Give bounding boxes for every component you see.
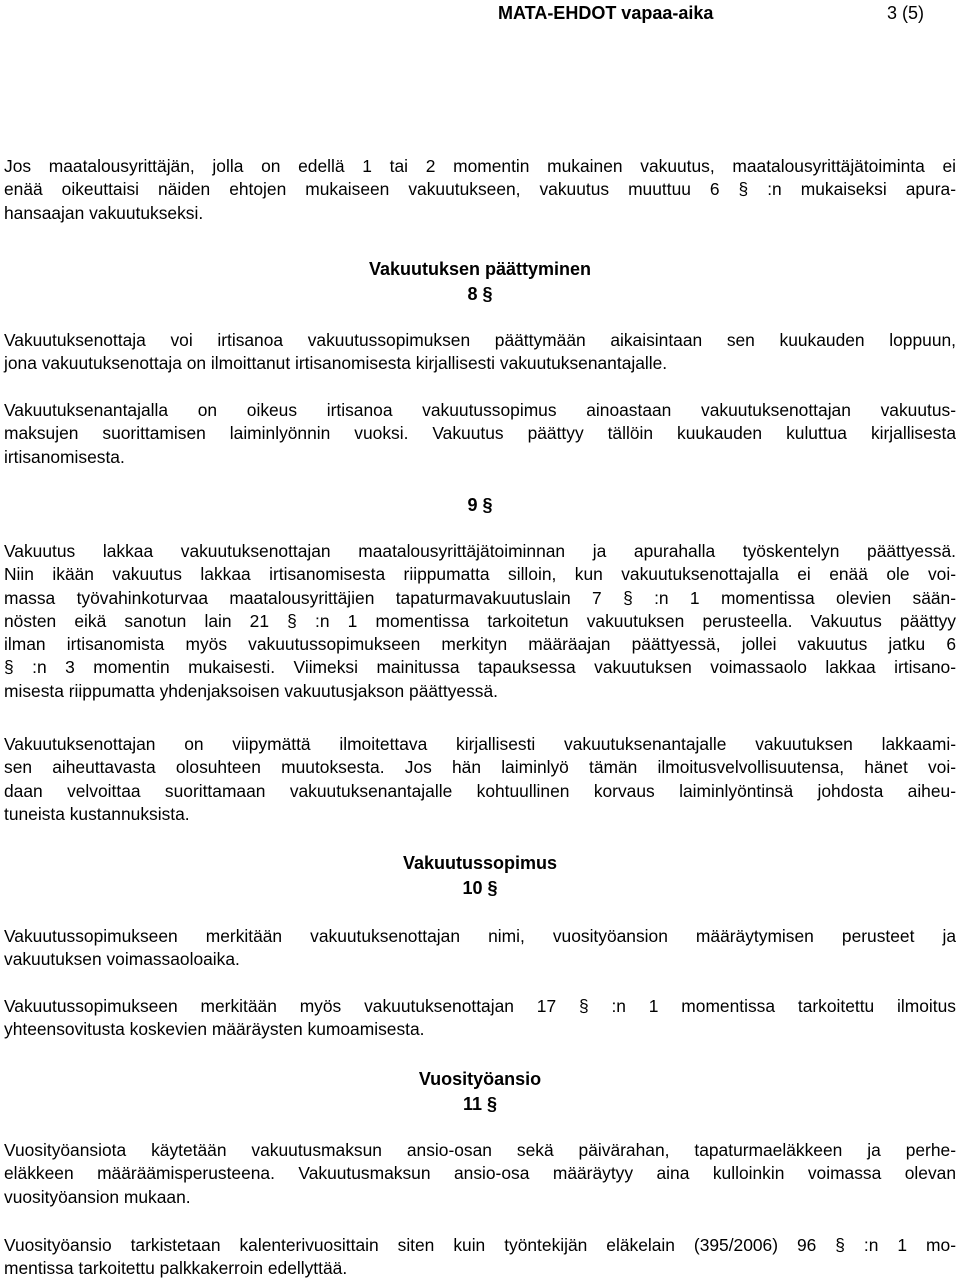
section-10-title: Vakuutussopimus	[402, 853, 558, 873]
text-line: vakuutuksen voimassaoloaika.	[4, 949, 240, 970]
section-9-number: 9 §	[467, 495, 493, 515]
text-line: irtisanomisesta.	[4, 446, 125, 467]
text-line: yhteensovitusta koskevien määräysten kumoamisesta.	[4, 1019, 425, 1040]
section-11-paragraph-2	[4, 1234, 956, 1281]
text-line: Vakuutuksenantajalla on oikeus irtisanoa vakuutussopimus ainoastaan vakuutuksenottajan vakuutus-	[4, 400, 956, 420]
text-line: maksujen suorittamisen laiminlyönnin vuoksi. Vakuutus päättyy tällöin kuukauden kuluttua kirjallisesta	[4, 423, 956, 444]
text-line: Vakuutussopimukseen merkitään myös vakuutuksenottajan 17 § :n 1 momentissa tarkoitettu ilmoitus	[4, 996, 956, 1016]
section-10-paragraph-2	[4, 995, 956, 1042]
text-line: hansaajan vakuutukseksi.	[4, 202, 204, 223]
text-line: jona vakuutuksenottaja on ilmoittanut irtisanomisesta kirjallisesti vakuutuksenantajalle.	[4, 353, 668, 374]
text-line: vuosityöansion mukaan.	[4, 1186, 191, 1207]
section-8-number: 8 §	[467, 284, 493, 304]
text-line: Vakuutus lakkaa vakuutuksenottajan maatalousyrittäjätoiminnan ja apurahalla työskentelyn päättyessä.	[4, 541, 956, 561]
section-9-paragraph-1	[4, 540, 956, 703]
intro-paragraph	[4, 155, 956, 225]
text-line: Vakuutuksenottajan on viipymättä ilmoitettava kirjallisesti vakuutuksenantajalle vakuutuksen lakkaami-	[4, 734, 956, 754]
text-line: Niin ikään vakuutus lakkaa irtisanomisesta riippumatta silloin, kun vakuutuksenottajalla ei enää ole voi-	[4, 564, 956, 585]
section-8-paragraph-1	[4, 329, 956, 376]
text-line: enää oikeuttaisi näiden ehtojen mukaiseen vakuutukseen, vakuutus muuttuu 6 § :n mukaiseksi apura-	[4, 179, 956, 200]
text-line: Vakuutuksenottaja voi irtisanoa vakuutussopimuksen päättymään aikaisintaan sen kuukauden loppuun,	[4, 330, 956, 350]
section-8-title: Vakuutuksen päättyminen	[368, 259, 592, 279]
text-line: ilman irtisanomista myös vakuutussopimukseen merkityn määräajan päättyessä, jollei vakuutus jatku 6	[4, 634, 956, 655]
section-11-title: Vuosityöansio	[418, 1069, 542, 1089]
section-8-paragraph-2	[4, 399, 956, 469]
text-line: Vuosityöansiota käytetään vakuutusmaksun ansio-osan sekä päivärahan, tapaturmaeläkkeen ja perhe-	[4, 1140, 956, 1160]
text-line: nösten eikä sanotun lain 21 § :n 1 momentissa tarkoitetun vakuutuksen perusteella. Vakuutus päättyy	[4, 610, 956, 631]
section-10-number: 10 §	[462, 878, 498, 898]
section-11-number: 11 §	[462, 1094, 498, 1114]
text-line: massa työvahinkoturvaa maatalousyrittäjien tapaturmavakuutuslain 7 § :n 1 momentissa olevien sään-	[4, 587, 956, 608]
page-number: 3 (5)	[887, 3, 925, 23]
text-line: tuneista kustannuksista.	[4, 803, 190, 824]
text-line: § :n 3 momentin mukaisesti. Viimeksi mainitussa tapauksessa vakuutuksen voimassaolo lakkaa irtisano-	[4, 657, 956, 678]
section-10-paragraph-1	[4, 925, 956, 972]
text-line: mentissa tarkoitettu palkkakerroin edellyttää.	[4, 1258, 348, 1279]
text-line: daan velvoittaa suorittamaan vakuutuksenantajalle kohtuullinen korvaus laiminlyöntinsä johdosta aiheu-	[4, 780, 956, 801]
text-line: misesta riippumatta yhdenjaksoisen vakuutusjakson päättyessä.	[4, 680, 498, 701]
text-line: Vakuutussopimukseen merkitään vakuutuksenottajan nimi, vuosityöansion määräytymisen perusteet ja	[4, 926, 956, 946]
section-11-paragraph-1	[4, 1139, 956, 1209]
text-line: eläkkeen määräämisperusteena. Vakuutusmaksun ansio-osa määräytyy aina kulloinkin voimassa olevan	[4, 1163, 956, 1184]
page-header	[498, 2, 938, 24]
document-title: MATA-EHDOT vapaa-aika	[498, 3, 714, 23]
section-9-paragraph-2	[4, 733, 956, 826]
text-line: Jos maatalousyrittäjän, jolla on edellä 1 tai 2 momentin mukainen vakuutus, maatalousyrittäjätoiminta ei	[4, 156, 956, 176]
text-line: Vuosityöansio tarkistetaan kalenterivuosittain siten kuin työntekijän eläkelain (395/2006) 96 § :n 1 mo-	[4, 1235, 956, 1255]
text-line: sen aiheuttavasta olosuhteen muutoksesta. Jos hän laiminlyö tämän ilmoitusvelvollisuutensa, hänet voi-	[4, 757, 956, 778]
